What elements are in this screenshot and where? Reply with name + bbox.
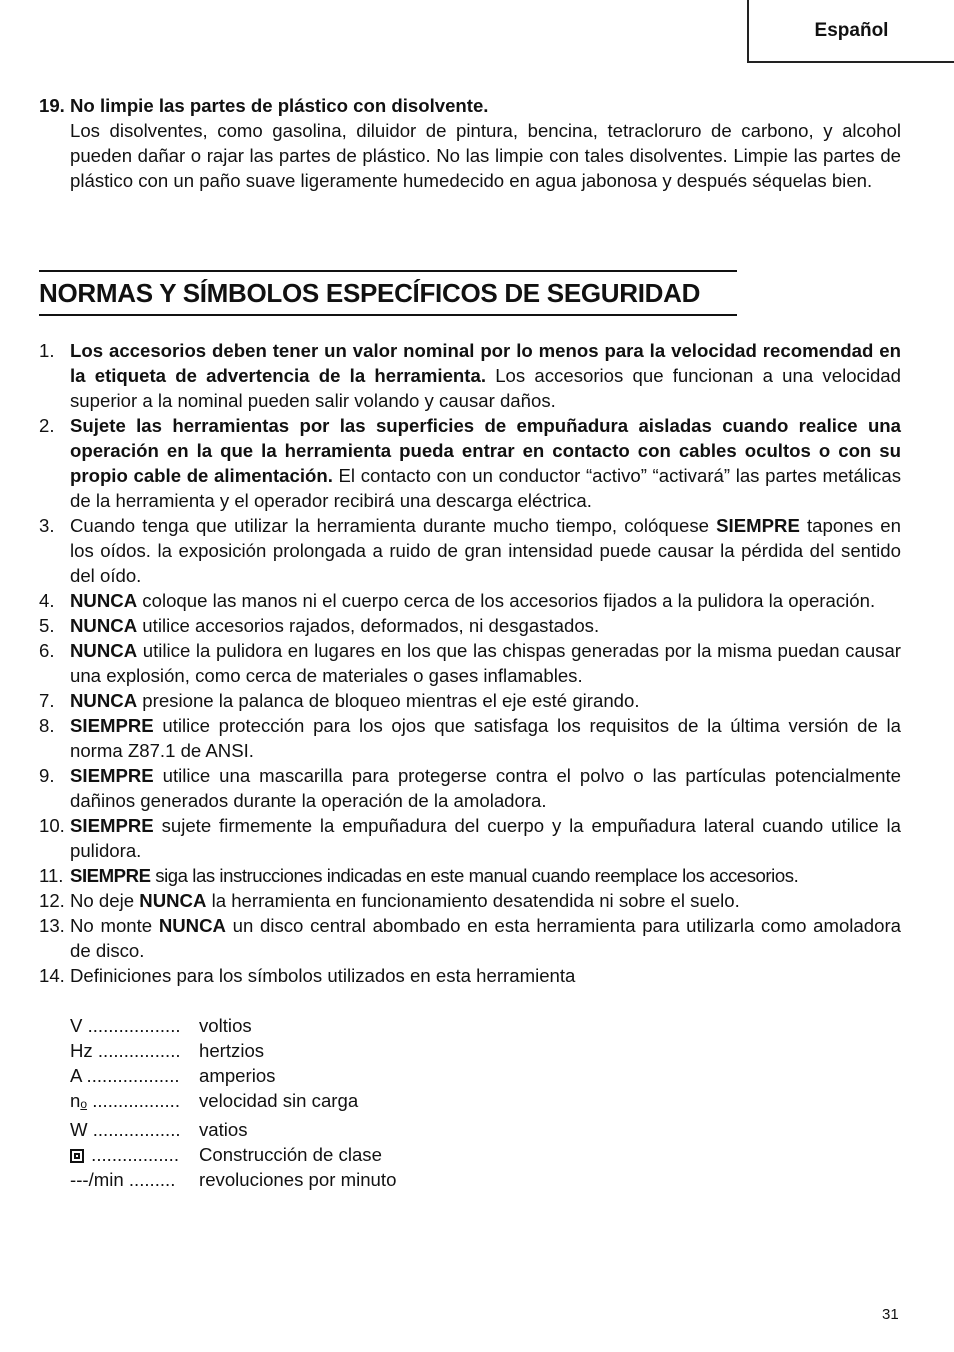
item-19-paragraph: Los disolventes, como gasolina, diluidor de pintura, bencina, tetracloruro de carbono, y alcohol pueden dañar o rajar las partes de plástico. No las limpie con tales disolventes. Limpie las partes de plástico con un paño suave ligeramente humedecido en agua jabonosa y después séquelas bien.: [70, 120, 901, 191]
rule-body: presione la palanca de bloqueo mientras el eje esté girando.: [137, 690, 640, 711]
rule-bold: SIEMPRE: [70, 715, 154, 736]
rule-bold: NUNCA: [139, 890, 207, 911]
rule-body: un disco central abombado en esta herramienta para utilizarla como amoladora de disco.: [70, 915, 901, 961]
rule-body: tapones en los oídos. la exposición prolongada a ruido de gran intensidad puede causar la pérdida del sentido del oído.: [70, 515, 901, 586]
rule-text: [70, 688, 901, 713]
definition-row: [70, 1038, 932, 1063]
rule-number: 12.: [39, 890, 65, 911]
rule-body: utilice una mascarilla para protegerse contra el polvo o las partículas potencialmente dañinos generados durante la operación de la amoladora.: [70, 765, 901, 811]
rule-item-definitions: [39, 963, 901, 988]
rule-text: [70, 888, 901, 913]
definition-meaning: revoluciones por minuto: [199, 1169, 397, 1190]
rule-body: utilice la pulidora en lugares en los que las chispas generadas por la misma puedan causar una explosión, como cerca de materiales o gases inflamables.: [70, 640, 901, 686]
rule-body: la herramienta en funcionamiento desatendida ni sobre el suelo.: [206, 890, 740, 911]
rule-item: [39, 813, 901, 863]
rule-item: [39, 588, 901, 613]
rule-body: sujete firmemente la empuñadura del cuerpo y la empuñadura lateral cuando utilice la pulidora.: [70, 815, 901, 861]
rule-prefix: No monte: [70, 915, 159, 936]
definition-row: [70, 1167, 932, 1192]
rule-text: [70, 863, 901, 888]
section-title: NORMAS Y SÍMBOLOS ESPECÍFICOS DE SEGURIDAD: [39, 270, 737, 316]
rule-item: [39, 613, 901, 638]
rule-item: [39, 713, 901, 763]
rule-bold: SIEMPRE: [70, 815, 154, 836]
rule-bold: NUNCA: [70, 690, 138, 711]
safety-rules-list: [39, 338, 901, 988]
definition-symbol: ---/min .........: [70, 1169, 176, 1190]
page-number: 31: [882, 1306, 899, 1323]
rule-number: 6.: [39, 640, 55, 661]
definition-row: [70, 1088, 932, 1117]
definition-meaning: velocidad sin carga: [199, 1090, 359, 1111]
definition-symbol: V ..................: [70, 1015, 181, 1036]
rule-body: utilice accesorios rajados, deformados, ni desgastados.: [137, 615, 600, 636]
rule-number: 3.: [39, 515, 55, 536]
rule-body: Los accesorios que funcionan a una velocidad superior a la nominal pueden salir volando y causar daños.: [70, 365, 901, 411]
rule-item: [39, 888, 901, 913]
rule-number: 2.: [39, 415, 55, 436]
item-19-heading-text: No limpie las partes de plástico con disolvente.: [70, 95, 489, 116]
symbol-base: n: [70, 1090, 81, 1111]
symbol-definitions: [39, 1013, 932, 1192]
rule-number: 13.: [39, 915, 65, 936]
rule-item: [39, 763, 901, 813]
definition-row: [70, 1117, 932, 1142]
rule-item: [39, 688, 901, 713]
definition-symbol: [70, 1142, 199, 1167]
rule-bold: SIEMPRE: [716, 515, 800, 536]
rule-item: [39, 513, 901, 588]
rule-item: [39, 413, 901, 513]
rule-number: 4.: [39, 590, 55, 611]
rule-text: [70, 413, 901, 513]
definition-meaning: vatios: [199, 1119, 248, 1140]
rule-text: [70, 613, 901, 638]
rule-bold: NUNCA: [70, 590, 138, 611]
rule-item: [39, 338, 901, 413]
rule-bold: NUNCA: [70, 640, 138, 661]
item-19-heading: [39, 93, 901, 118]
rule-bold: NUNCA: [158, 915, 226, 936]
rule-number: 11.: [39, 865, 64, 886]
rule-number: 14.: [39, 965, 65, 986]
definition-row: [70, 1013, 932, 1038]
rule-bold: NUNCA: [70, 615, 138, 636]
rule-text: [70, 638, 901, 688]
rule-bold: Sujete las herramientas por las superficies de empuñadura aisladas cuando realice una operación en la que la herramienta pueda entrar en contacto con cables ocultos o con su propio cable de alimentación.: [70, 415, 901, 486]
rule-bold: SIEMPRE: [70, 765, 154, 786]
rule-text: [70, 763, 901, 813]
rule-bold: Los accesorios deben tener un valor nominal por lo menos para la velocidad recomendad en la etiqueta de advertencia de la herramienta.: [70, 340, 901, 386]
rule-body: coloque las manos ni el cuerpo cerca de los accesorios fijados a la pulidora la operación.: [137, 590, 876, 611]
rule-text: [70, 713, 901, 763]
rule-text: [70, 513, 901, 588]
definition-row: [70, 1142, 932, 1167]
rule-body: utilice protección para los ojos que satisfaga los requisitos de la última versión de la norma Z87.1 de ANSI.: [70, 715, 901, 761]
definitions-intro: Definiciones para los símbolos utilizados en esta herramienta: [70, 965, 576, 986]
item-number: 19.: [39, 95, 65, 116]
item-19: [39, 93, 901, 193]
definition-meaning: Construcción de clase: [199, 1144, 382, 1165]
definition-row: [70, 1063, 932, 1088]
definition-symbol: W .................: [70, 1119, 181, 1140]
rule-number: 8.: [39, 715, 55, 736]
rule-text: [70, 588, 901, 613]
rule-item: [39, 863, 901, 888]
rule-item: [39, 913, 901, 963]
rule-text: [70, 813, 901, 863]
language-tab: Español: [747, 0, 954, 63]
rule-number: 9.: [39, 765, 55, 786]
definition-symbol: [70, 1088, 199, 1117]
symbol-dots: .................: [87, 1090, 181, 1111]
definition-meaning: voltios: [199, 1015, 252, 1036]
class-ii-construction-icon: [70, 1149, 84, 1163]
symbol-subscript: o: [80, 1097, 88, 1111]
symbol-dots: .................: [86, 1144, 179, 1165]
rule-number: 1.: [39, 340, 55, 361]
definition-symbol: Hz ................: [70, 1040, 181, 1061]
rule-number: 10.: [39, 815, 65, 836]
rule-bold: SIEMPRE: [70, 865, 151, 886]
rule-body: siga las instrucciones indicadas en este manual cuando reemplace los accesorios.: [150, 865, 799, 886]
rule-text: [70, 338, 901, 413]
definition-meaning: hertzios: [199, 1040, 265, 1061]
definition-meaning: amperios: [199, 1065, 276, 1086]
rule-number: 5.: [39, 615, 55, 636]
rule-prefix: No deje: [70, 890, 140, 911]
definition-symbol: A ..................: [70, 1065, 180, 1086]
rule-number: 7.: [39, 690, 55, 711]
rule-prefix: Cuando tenga que utilizar la herramienta durante mucho tiempo, colóquese: [70, 515, 717, 536]
rule-item: [39, 638, 901, 688]
rule-text: [70, 913, 901, 963]
rule-body: El contacto con un conductor “activo” “activará” las partes metálicas de la herramienta y el operador recibirá una descarga eléctrica.: [70, 465, 901, 511]
